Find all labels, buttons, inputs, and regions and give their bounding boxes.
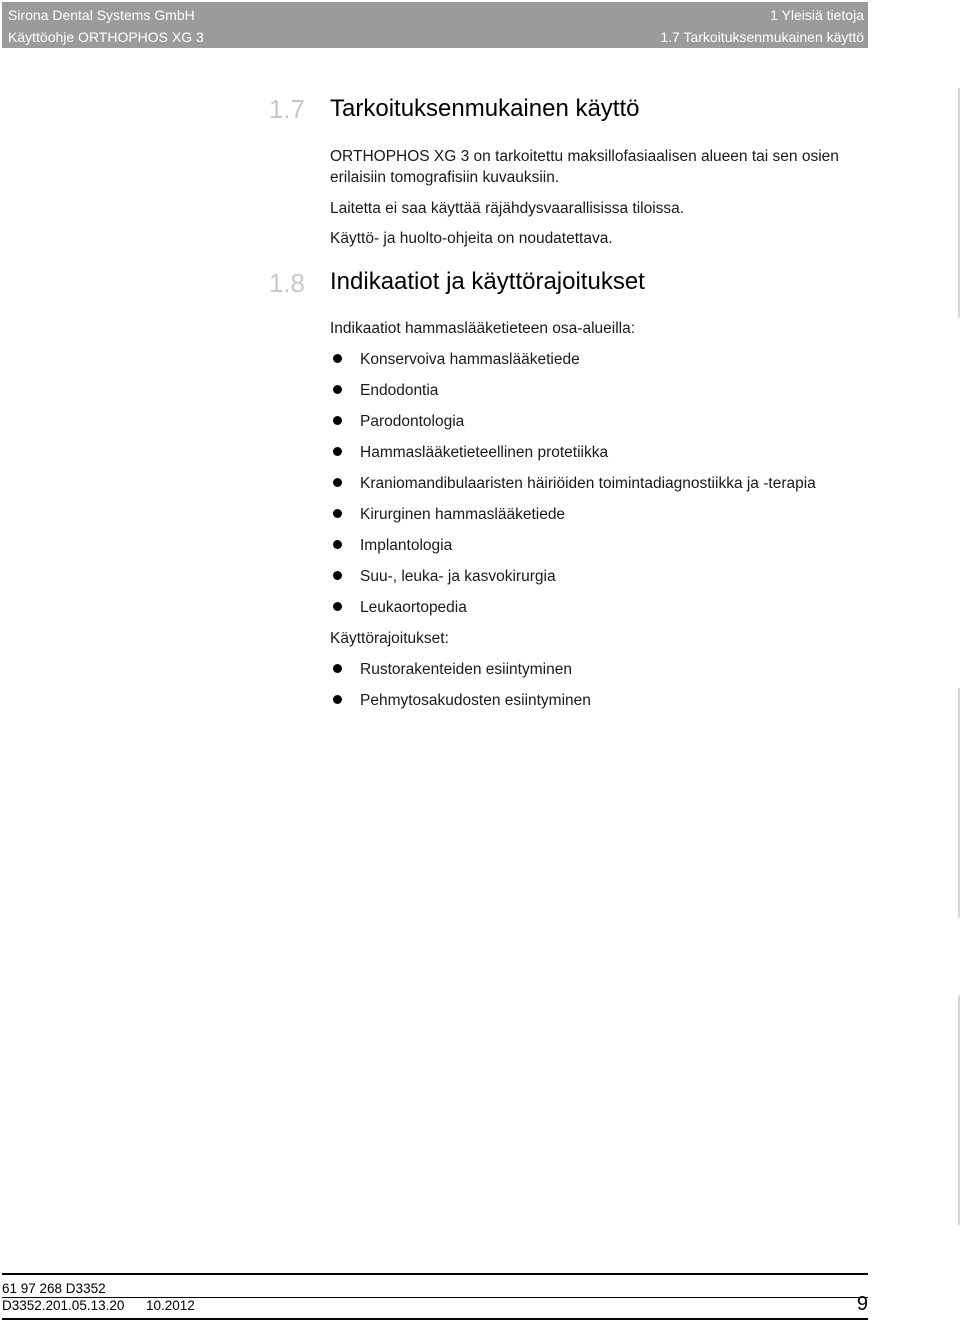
bullet-icon <box>333 478 342 487</box>
header-company: Sirona Dental Systems GmbH <box>8 7 195 23</box>
paragraph: Käyttö- ja huolto-ohjeita on noudatettava. <box>330 230 613 247</box>
bullet-icon <box>333 664 342 673</box>
list-item: Rustorakenteiden esiintyminen <box>330 654 816 685</box>
footer-rule <box>2 1297 868 1298</box>
list-item: Suu-, leuka- ja kasvokirurgia <box>330 561 816 592</box>
bullet-icon <box>333 540 342 549</box>
list-item: Implantologia <box>330 530 816 561</box>
header-chapter: 1 Yleisiä tietoja <box>770 7 864 23</box>
indications-intro: Indikaatiot hammaslääketieteen osa-alueilla: <box>330 320 636 337</box>
footer-doc-code: D3352.201.05.13.20 <box>2 1298 125 1313</box>
footer-date: 10.2012 <box>146 1298 195 1313</box>
section-number: 1.7 <box>268 94 305 124</box>
list-item: Kraniomandibulaaristen häiriöiden toimintadiagnostiikka ja -terapia <box>330 468 816 499</box>
list-item: Parodontologia <box>330 406 816 437</box>
list-item: Endodontia <box>330 375 816 406</box>
footer-rule <box>2 1273 868 1275</box>
list-item: Kirurginen hammaslääketiede <box>330 499 816 530</box>
page-number: 9 <box>856 1293 868 1315</box>
header-section: 1.7 Tarkoituksenmukainen käyttö <box>660 29 864 45</box>
bullet-icon <box>333 509 342 518</box>
bullet-icon <box>333 416 342 425</box>
list-item: Konservoiva hammaslääketiede <box>330 344 816 375</box>
indications-list <box>330 344 816 716</box>
header-manual-title: Käyttöohje ORTHOPHOS XG 3 <box>8 29 204 45</box>
section-number: 1.8 <box>268 268 305 298</box>
list-item: Pehmytosakudosten esiintyminen <box>330 685 816 716</box>
bullet-icon <box>333 385 342 394</box>
list-item: Leukaortopedia <box>330 592 816 623</box>
bullet-icon <box>333 695 342 704</box>
page-header <box>2 2 868 48</box>
footer-rule <box>2 1318 868 1320</box>
section-title: Indikaatiot ja käyttörajoitukset <box>330 268 645 295</box>
paragraph: ORTHOPHOS XG 3 on tarkoitettu maksillofasiaalisen alueen tai sen osien erilaisiin tomografisiin kuvauksiin. <box>330 148 839 186</box>
footer-order-number: 61 97 268 D3352 <box>2 1281 106 1296</box>
bullet-icon <box>333 354 342 363</box>
paragraph: Laitetta ei saa käyttää räjähdysvaarallisissa tiloissa. <box>330 200 685 217</box>
bullet-icon <box>333 602 342 611</box>
section-title: Tarkoituksenmukainen käyttö <box>330 95 640 122</box>
bullet-icon <box>333 447 342 456</box>
bullet-icon <box>333 571 342 580</box>
restrictions-label: Käyttörajoitukset: <box>330 630 449 647</box>
list-item: Hammaslääketieteellinen protetiikka <box>330 437 816 468</box>
